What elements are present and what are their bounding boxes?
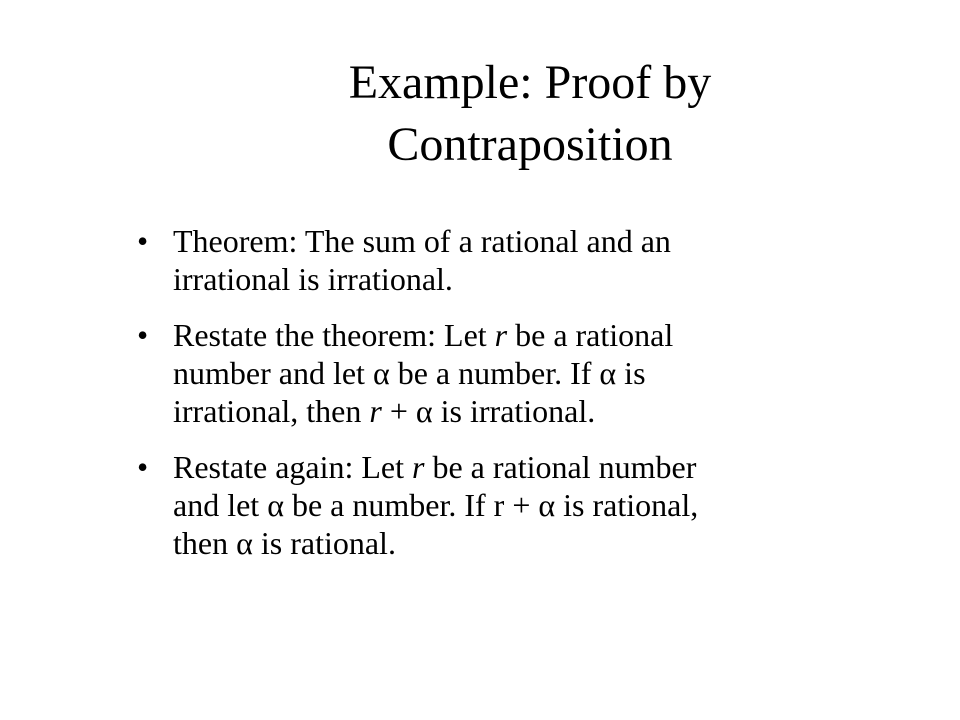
bullet-text: irrational is irrational.: [173, 261, 453, 297]
bullet-item-theorem: [130, 222, 930, 298]
bullet-dot: •: [137, 223, 149, 259]
variable-r: r: [369, 393, 382, 429]
bullet-line: [173, 486, 930, 524]
variable-r: r: [494, 317, 508, 353]
bullet-text: number and let α be a number. If α is: [173, 355, 646, 391]
slide-title: [250, 52, 810, 176]
bullet-dot: •: [137, 449, 149, 485]
bullet-text: and let α be a number. If r + α is rational,: [173, 487, 699, 523]
bullet-line: [173, 448, 930, 486]
slide-title-line-1: Example: Proof by: [348, 56, 712, 109]
bullet-text: Restate the theorem: Let: [173, 317, 495, 353]
bullet-text: Theorem: The sum of a rational and an: [173, 223, 671, 259]
bullet-text: irrational, then: [173, 393, 370, 429]
bullet-text: then α is rational.: [173, 525, 396, 561]
variable-r: r: [412, 449, 425, 485]
bullet-line: [173, 260, 930, 298]
bullet-line: [173, 524, 930, 562]
bullet-item-restate: [130, 316, 930, 430]
slide-title-line-2: Contraposition: [387, 118, 673, 171]
bullet-line: [173, 222, 930, 260]
bullet-text: Restate again: Let: [173, 449, 413, 485]
bullet-text: be a rational number: [424, 449, 697, 485]
bullet-line: [173, 392, 930, 430]
bullet-dot: •: [137, 317, 149, 353]
bullet-line: [173, 316, 930, 354]
bullet-text: + α is irrational.: [381, 393, 596, 429]
bullet-item-restate-again: [130, 448, 930, 562]
bullet-text: be a rational: [507, 317, 674, 353]
bullet-list: [130, 222, 930, 580]
bullet-line: [173, 354, 930, 392]
